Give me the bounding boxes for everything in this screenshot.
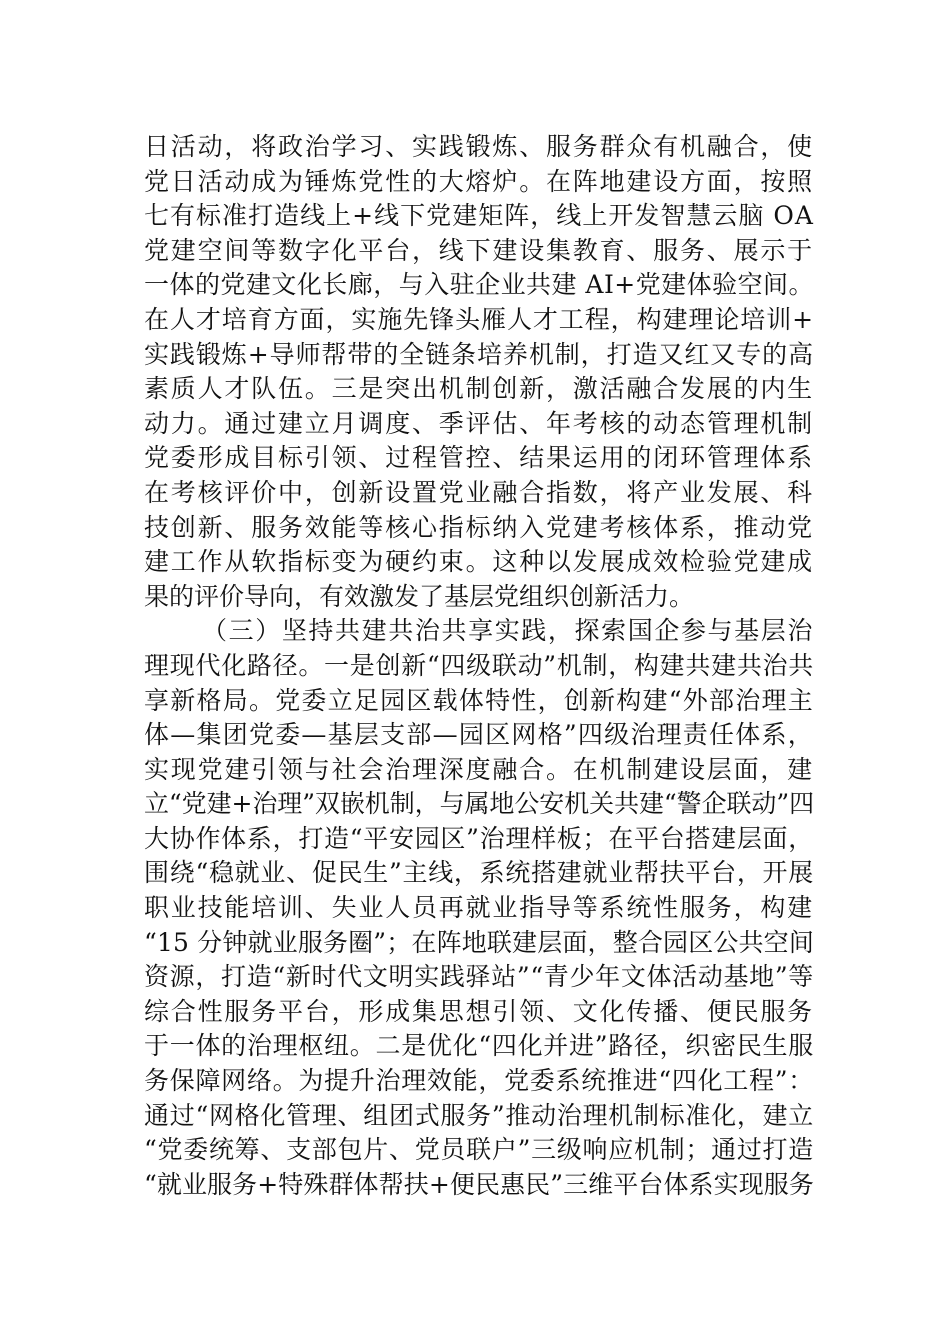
text-line: 资源，打造“新时代文明实践驿站”“青少年文体活动基地”等 xyxy=(144,962,814,992)
text-line: 建工作从软指标变为硬约束。这种以发展成效检验党建成 xyxy=(144,547,814,577)
text-line: 在考核评价中，创新设置党业融合指数，将产业发展、科 xyxy=(144,477,814,507)
text-line: “就业服务+特殊群体帮扶+便民惠民”三维平台体系实现服务 xyxy=(144,1169,814,1199)
text-line: 在人才培育方面，实施先锋头雁人才工程，构建理论培训+ xyxy=(144,304,814,334)
text-line: 体—集团党委—基层支部—园区网格”四级治理责任体系， xyxy=(144,720,814,750)
text-line: 享新格局。党委立足园区载体特性，创新构建“外部治理主 xyxy=(144,685,814,715)
text-line: 七有标准打造线上+线下党建矩阵，线上开发智慧云脑 OA xyxy=(144,201,814,231)
section-heading-line: （三）坚持共建共治共享实践，探索国企参与基层治 xyxy=(202,616,814,646)
text-line: 职业技能培训、失业人员再就业指导等系统性服务，构建 xyxy=(144,893,814,923)
text-line: 素质人才队伍。三是突出机制创新，激活融合发展的内生 xyxy=(144,374,814,404)
text-line: 大协作体系，打造“平安园区”治理样板；在平台搭建层面， xyxy=(144,823,814,853)
body-text xyxy=(144,130,814,1202)
text-line: 立“党建+治理”双嵌机制，与属地公安机关共建“警企联动”四 xyxy=(144,789,814,819)
text-line: 果的评价导向，有效激发了基层党组织创新活力。 xyxy=(144,581,695,611)
text-line: “党委统筹、支部包片、党员联户”三级响应机制；通过打造 xyxy=(144,1135,814,1165)
text-line: 实践锻炼+导师帮带的全链条培养机制，打造又红又专的高 xyxy=(144,339,814,369)
text-line: 实现党建引领与社会治理深度融合。在机制建设层面，建 xyxy=(144,754,814,784)
text-line: “15 分钟就业服务圈”；在阵地联建层面，整合园区公共空间 xyxy=(144,927,814,957)
text-line: 动力。通过建立月调度、季评估、年考核的动态管理机制 xyxy=(144,408,814,438)
text-line: 党日活动成为锤炼党性的大熔炉。在阵地建设方面，按照 xyxy=(144,166,814,196)
text-line: 党建空间等数字化平台，线下建设集教育、服务、展示于 xyxy=(144,235,814,265)
text-line: 于一体的治理枢纽。二是优化“四化并进”路径，织密民生服 xyxy=(144,1031,814,1061)
text-line: 日活动，将政治学习、实践锻炼、服务群众有机融合，使 xyxy=(144,132,814,161)
text-line: 围绕“稳就业、促民生”主线，系统搭建就业帮扶平台，开展 xyxy=(144,858,814,888)
text-line: 务保障网络。为提升治理效能，党委系统推进“四化工程”： xyxy=(144,1066,814,1096)
text-line: 一体的党建文化长廊，与入驻企业共建 AI+党建体验空间。 xyxy=(144,270,814,300)
text-line: 综合性服务平台，形成集思想引领、文化传播、便民服务 xyxy=(144,996,814,1026)
text-line: 技创新、服务效能等核心指标纳入党建考核体系，推动党 xyxy=(144,512,814,542)
text-line: 理现代化路径。一是创新“四级联动”机制，构建共建共治共 xyxy=(144,650,814,680)
text-line: 党委形成目标引领、过程管控、结果运用的闭环管理体系 xyxy=(144,443,814,473)
text-line: 通过“网格化管理、组团式服务”推动治理机制标准化，建立 xyxy=(144,1100,814,1130)
